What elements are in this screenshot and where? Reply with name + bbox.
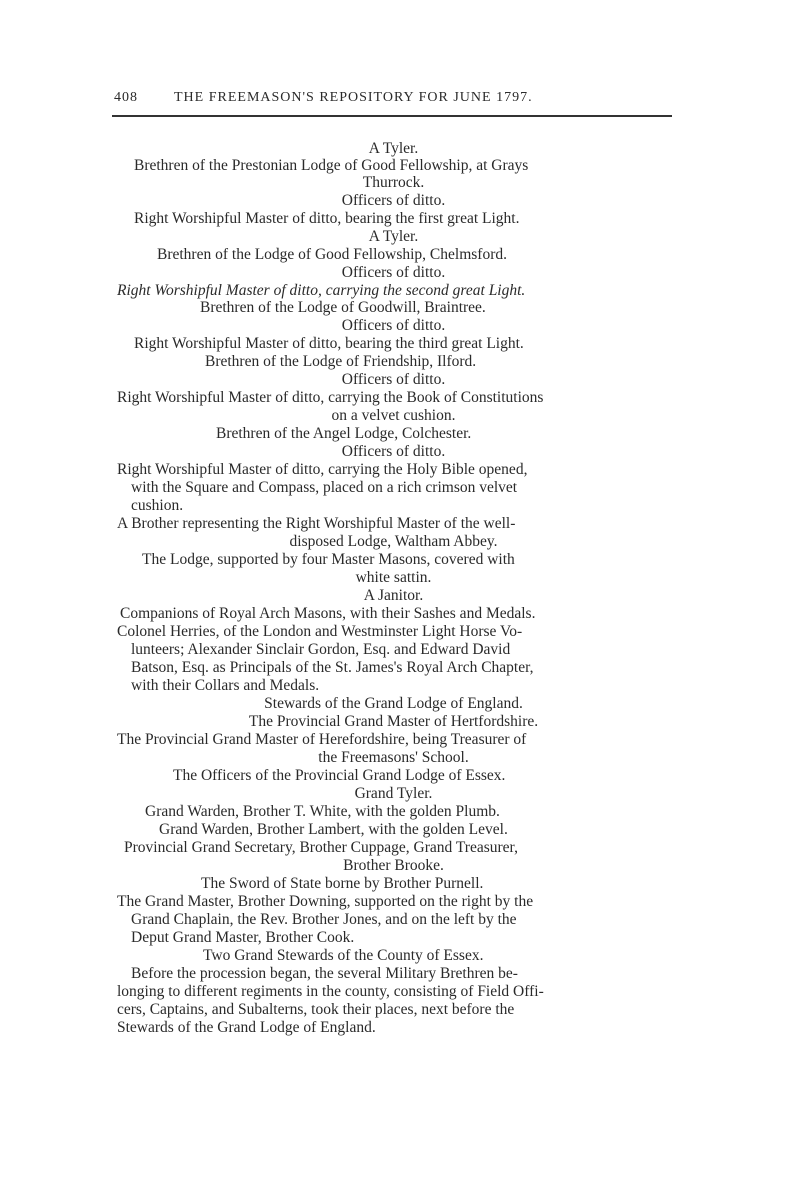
text-line: Officers of ditto. xyxy=(341,192,446,209)
text-line: Stewards of the Grand Lodge of England. xyxy=(264,695,523,712)
text-line: A Tyler. xyxy=(368,228,419,245)
text-line: with the Square and Compass, placed on a rich crimson velvet xyxy=(131,479,518,496)
text-line: Companions of Royal Arch Masons, with their Sashes and Medals. xyxy=(120,605,536,622)
text-line: Right Worshipful Master of ditto, carrying the Holy Bible opened, xyxy=(117,461,528,478)
text-line: the Freemasons' School. xyxy=(318,749,469,766)
text-line: The Provincial Grand Master of Hertfordshire. xyxy=(248,713,539,730)
text-line: Brethren of the Angel Lodge, Colchester. xyxy=(216,425,472,442)
text-line: Colonel Herries, of the London and Westminster Light Horse Vo- xyxy=(117,623,523,640)
text-line: Brother Brooke. xyxy=(343,857,444,874)
text-line: Grand Warden, Brother T. White, with the golden Plumb. xyxy=(145,803,500,820)
text-line: lunteers; Alexander Sinclair Gordon, Esq. and Edward David xyxy=(131,641,511,658)
text-line: Officers of ditto. xyxy=(341,371,446,388)
text-line: Batson, Esq. as Principals of the St. James's Royal Arch Chapter, xyxy=(131,659,534,676)
text-line: Right Worshipful Master of ditto, bearing the third great Light. xyxy=(134,335,524,352)
text-line: Grand Warden, Brother Lambert, with the golden Level. xyxy=(159,821,508,838)
text-line: on a velvet cushion. xyxy=(331,407,456,424)
text-line: cers, Captains, and Subalterns, took their places, next before the xyxy=(117,1001,515,1018)
text-line: Grand Tyler. xyxy=(354,785,433,802)
text-line: Provincial Grand Secretary, Brother Cuppage, Grand Treasurer, xyxy=(124,839,518,856)
text-line: Grand Chaplain, the Rev. Brother Jones, and on the left by the xyxy=(131,911,517,928)
text-line: Right Worshipful Master of ditto, carrying the second great Light. xyxy=(117,282,526,299)
text-line: The Officers of the Provincial Grand Lodge of Essex. xyxy=(173,767,506,784)
text-line: cushion. xyxy=(131,497,184,514)
text-line: The Lodge, supported by four Master Masons, covered with xyxy=(142,551,515,568)
text-line: Brethren of the Lodge of Goodwill, Braintree. xyxy=(200,299,486,316)
text-line: disposed Lodge, Waltham Abbey. xyxy=(289,533,498,550)
text-line: Officers of ditto. xyxy=(341,264,446,281)
text-line: longing to different regiments in the county, consisting of Field Offi- xyxy=(117,983,544,1000)
text-line: The Grand Master, Brother Downing, supported on the right by the xyxy=(117,893,534,910)
running-header xyxy=(114,90,672,110)
text-line: Thurrock. xyxy=(362,174,425,191)
text-line: The Provincial Grand Master of Herefordshire, being Treasurer of xyxy=(117,731,527,748)
text-line: Stewards of the Grand Lodge of England. xyxy=(117,1019,376,1036)
text-line: Brethren of the Prestonian Lodge of Good Fellowship, at Grays xyxy=(134,157,529,174)
text-line: A Janitor. xyxy=(363,587,424,604)
text-line: A Brother representing the Right Worshipful Master of the well- xyxy=(117,515,516,532)
text-line: Brethren of the Lodge of Friendship, Ilford. xyxy=(205,353,477,370)
text-line: Brethren of the Lodge of Good Fellowship, Chelmsford. xyxy=(157,246,507,263)
text-line: Right Worshipful Master of ditto, carrying the Book of Constitutions xyxy=(117,389,544,406)
header-rule xyxy=(112,115,672,117)
text-line: white sattin. xyxy=(355,569,432,586)
text-line: Before the procession began, the several Military Brethren be- xyxy=(131,965,518,982)
text-line: Right Worshipful Master of ditto, bearing the first great Light. xyxy=(134,210,520,227)
text-line: Officers of ditto. xyxy=(341,317,446,334)
text-line: Officers of ditto. xyxy=(341,443,446,460)
text-line: Deput Grand Master, Brother Cook. xyxy=(131,929,355,946)
text-line: A Tyler. xyxy=(368,140,419,157)
text-line: with their Collars and Medals. xyxy=(131,677,320,694)
text-line: The Sword of State borne by Brother Purnell. xyxy=(201,875,484,892)
page-number: 408 xyxy=(114,90,138,105)
text-line: Two Grand Stewards of the County of Essex. xyxy=(203,947,484,964)
running-title: THE FREEMASON'S REPOSITORY FOR JUNE 1797. xyxy=(174,90,533,105)
